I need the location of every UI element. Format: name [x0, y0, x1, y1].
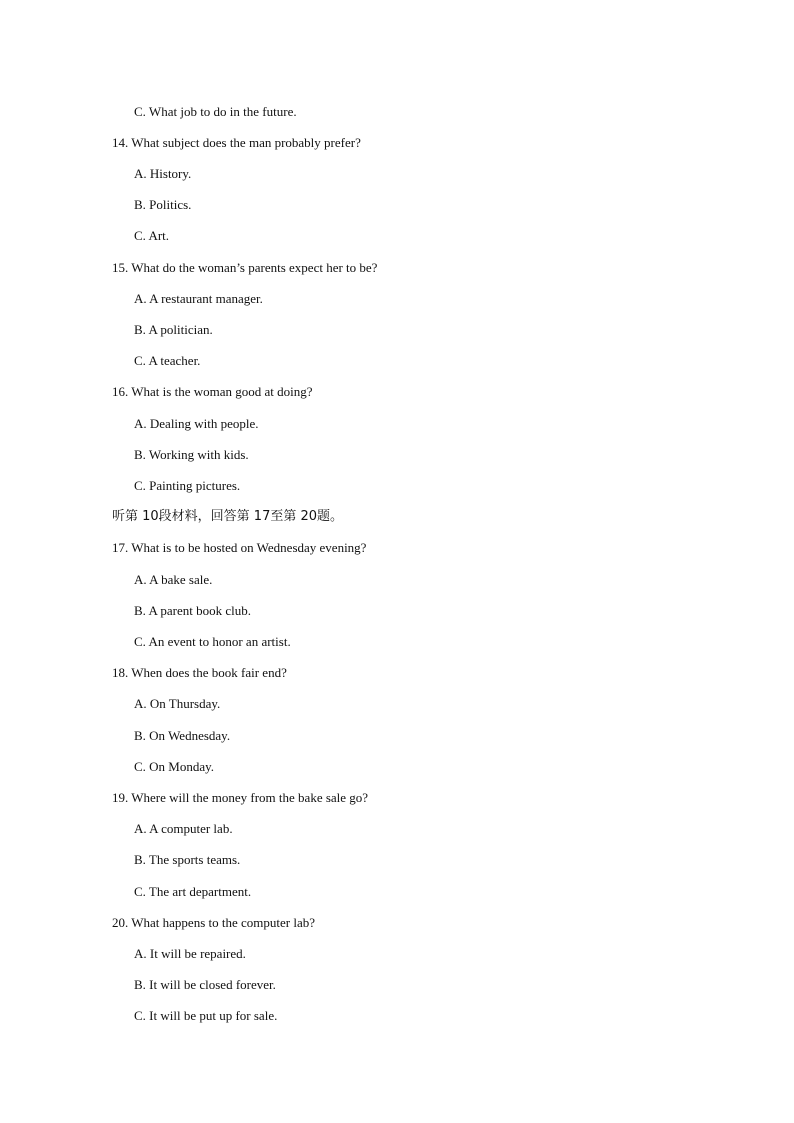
option-19c: C. The art department. — [134, 884, 252, 899]
option-16b: B. Working with kids. — [134, 447, 249, 462]
option-17b: B. A parent book club. — [134, 603, 251, 618]
option-18c: C. On Monday. — [134, 759, 215, 774]
question-14: 14. What subject does the man probably prefer? — [112, 135, 361, 150]
option-16c: C. Painting pictures. — [134, 478, 241, 493]
option-17c: C. An event to honor an artist. — [134, 634, 291, 649]
option-13c: C. What job to do in the future. — [134, 104, 297, 119]
option-15b: B. A politician. — [134, 322, 213, 337]
option-20c: C. It will be put up for sale. — [134, 1008, 278, 1023]
option-19b: B. The sports teams. — [134, 852, 241, 867]
question-17: 17. What is to be hosted on Wednesday evening? — [112, 540, 367, 555]
option-17a: A. A bake sale. — [134, 572, 213, 587]
option-15c: C. A teacher. — [134, 353, 201, 368]
option-19a: A. A computer lab. — [134, 821, 233, 836]
option-15a: A. A restaurant manager. — [134, 291, 263, 306]
question-18: 18. When does the book fair end? — [112, 665, 287, 680]
option-20b: B. It will be closed forever. — [134, 977, 276, 992]
option-18b: B. On Wednesday. — [134, 728, 231, 743]
question-15: 15. What do the woman’s parents expect her to be? — [112, 260, 378, 275]
option-14a: A. History. — [134, 166, 192, 181]
option-18a: A. On Thursday. — [134, 696, 221, 711]
question-20: 20. What happens to the computer lab? — [112, 915, 316, 930]
question-19: 19. Where will the money from the bake sale go? — [112, 790, 369, 805]
option-16a: A. Dealing with people. — [134, 416, 259, 431]
option-20a: A. It will be repaired. — [134, 946, 246, 961]
option-14b: B. Politics. — [134, 197, 192, 212]
section-instruction: 听第 10段材料，回答第 17至第 20题。 — [112, 509, 344, 524]
question-16: 16. What is the woman good at doing? — [112, 384, 313, 399]
option-14c: C. Art. — [134, 228, 170, 243]
